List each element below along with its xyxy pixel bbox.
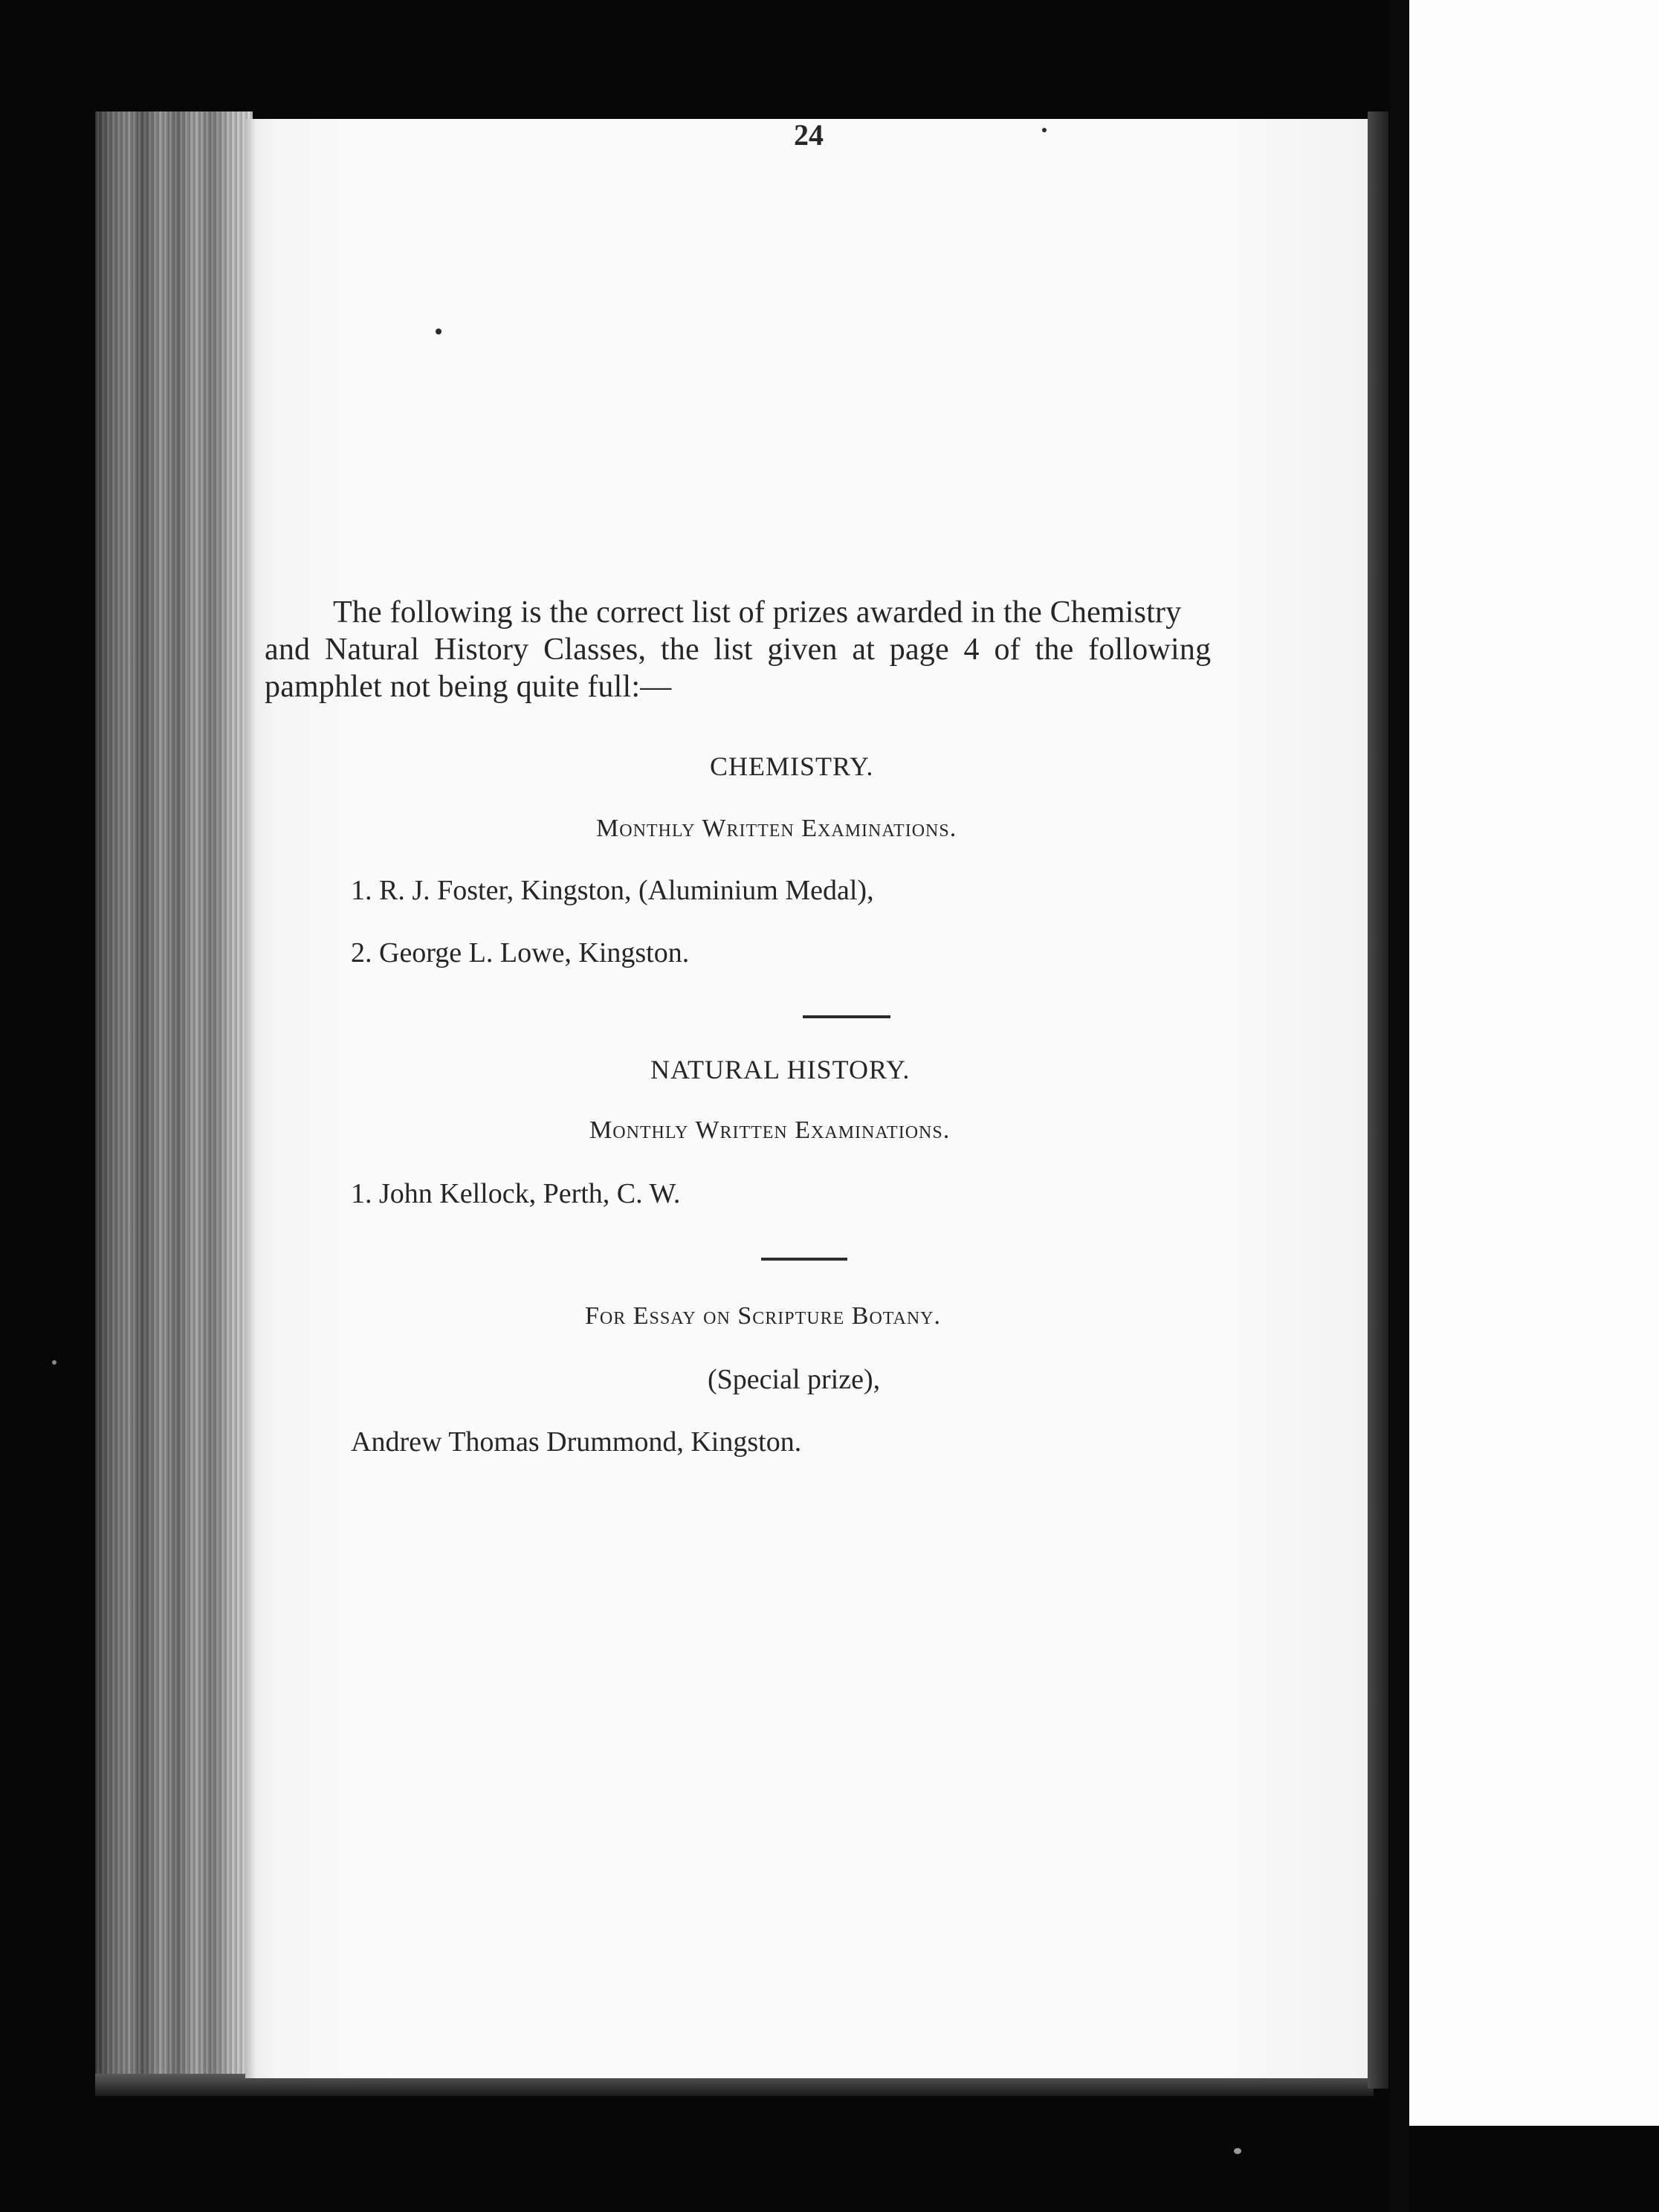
section-divider-2: [761, 1258, 847, 1261]
book-page-edges: [95, 111, 253, 2083]
intro-line-1: The following is the correct list of prizes awarded in the Chemistry: [333, 595, 1182, 630]
ink-speck: [52, 1360, 56, 1365]
chemistry-heading: CHEMISTRY.: [710, 751, 874, 781]
natural-history-subheading: Monthly Written Examinations.: [589, 1116, 951, 1144]
intro-line-2: and Natural History Classes, the list given at page 4 of the following: [265, 633, 1212, 667]
intro-line-3: pamphlet not being quite full:—: [265, 670, 672, 704]
background-gap: [1390, 0, 1409, 2212]
essay-winner: Andrew Thomas Drummond, Kingston.: [351, 1426, 802, 1458]
book-page: [245, 119, 1368, 2078]
section-divider-1: [803, 1015, 890, 1018]
natural-history-entry-1: 1. John Kellock, Perth, C. W.: [351, 1178, 681, 1209]
adjacent-white-sheet: [1409, 0, 1659, 2126]
ink-speck: [436, 329, 442, 334]
special-prize-note: (Special prize),: [708, 1364, 881, 1395]
natural-history-heading: NATURAL HISTORY.: [650, 1055, 911, 1084]
page-right-edge-shadow: [1368, 111, 1388, 2089]
page-number: 24: [794, 118, 824, 152]
chemistry-entry-1: 1. R. J. Foster, Kingston, (Aluminium Medal),: [351, 875, 874, 906]
chemistry-subheading: Monthly Written Examinations.: [596, 815, 957, 842]
essay-heading: For Essay on Scripture Botany.: [585, 1302, 942, 1330]
chemistry-entry-2: 2. George L. Lowe, Kingston.: [351, 937, 690, 968]
ink-speck: [1234, 2148, 1241, 2154]
ink-speck: [1042, 128, 1047, 132]
